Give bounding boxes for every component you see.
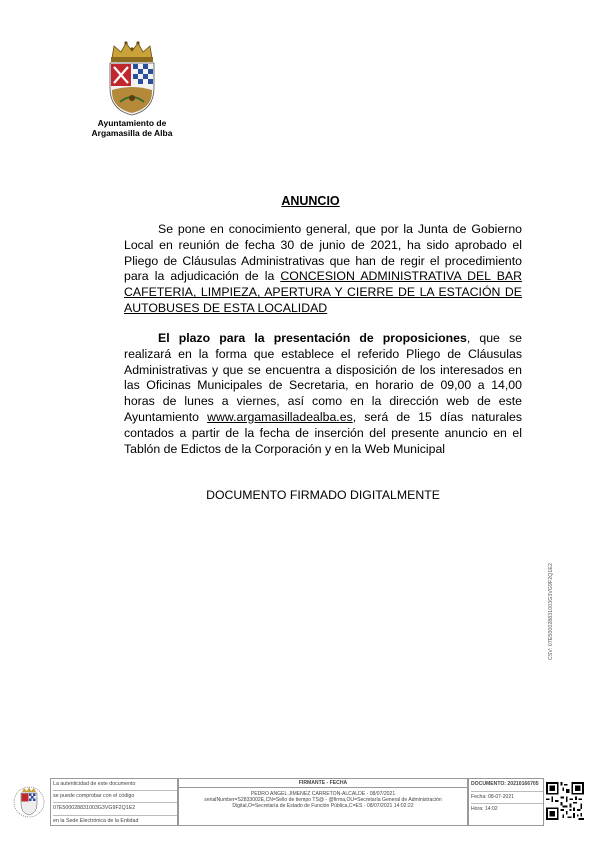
website-link[interactable]: www.argamasilladealba.es — [207, 409, 353, 424]
document-date: Fecha: 08-07-2021 — [471, 792, 543, 805]
auth-line: La autenticidad de este documento — [53, 779, 177, 791]
document-number: DOCUMENTO: 20210166705 — [471, 779, 543, 792]
paragraph2-text-2: , será de 15 días naturales contados a partir de la fecha de inserción del presente anuncio en el Tablón de Edictos de la Corporación y en la Web Municipal — [124, 409, 522, 456]
paragraph-deadline — [124, 331, 522, 457]
concession-title: CONCESION ADMINISTRATIVA DEL BAR CAFETERIA, LIMPIEZA, APERTURA Y CIERRE DE LA ESTACIÓN DE AUTOBUSES DE ESTA LOCALIDAD — [124, 269, 522, 315]
auth-line: en la Sede Electrónica de la Entidad — [53, 817, 139, 824]
auth-code: 07E500028831003G3VG9F2Q1E2 — [53, 803, 177, 815]
title-text: ANUNCIO — [281, 194, 340, 208]
digitally-signed-note: DOCUMENTO FIRMADO DIGITALMENTE — [206, 488, 440, 502]
paragraph2-text-1: , que se realizará en la forma que establece el referido Pliego de Cláusulas Administrativas y que se encuentra a disposición de los interesados en las Oficinas Municipales de Secretaria, en horario de 09,00 a 14,00 horas de lunes a viernes, así como en la dirección web de este Ayuntamiento — [124, 331, 522, 424]
signer-header: FIRMANTE - FECHA — [179, 779, 467, 788]
qr-code-icon[interactable] — [546, 782, 584, 820]
signer-line: Digital,O=Secretaría de Estado de Función Pública,C=ES - 08/07/2021 14:02:22 — [232, 803, 414, 810]
org-name-line1: Ayuntamiento de — [97, 118, 167, 128]
paragraph-announcement — [124, 222, 522, 317]
signer-line: serialNumber=S2833002E,CN=Sello de tiempo TS@ - @firma,OU=Secretaría General de Administración — [204, 797, 442, 804]
auth-line: se puede comprobar con el código — [53, 791, 177, 803]
deadline-heading: El plazo para la presentación de proposiciones — [158, 331, 467, 345]
signer-box — [178, 778, 468, 826]
document-info-box — [468, 778, 544, 826]
municipal-seal-icon — [12, 780, 46, 824]
document-time: Hora: 14:02 — [471, 806, 498, 812]
csv-code-vertical: CSV: 07E500028831003G3VG9F2Q1E2 — [548, 563, 554, 660]
signer-line: PEDRO ANGEL JIMENEZ CARRETON-ALCALDE - 08/07/2021 — [250, 791, 396, 797]
document-title — [0, 192, 595, 210]
coat-of-arms-logo — [104, 40, 160, 116]
paragraph1-text: Se pone en conocimiento general, que por la Junta de Gobierno Local en reunión de fecha 30 de junio de 2021, ha sido aprobado el Pliego de Cláusulas Administrativas que han de regir el procedimiento para la adjudicación de la — [124, 222, 522, 284]
signature-footer — [12, 778, 584, 826]
organization-name — [62, 118, 202, 138]
authenticity-box — [50, 778, 178, 826]
org-name-line2: Argamasilla de Alba — [91, 128, 173, 138]
